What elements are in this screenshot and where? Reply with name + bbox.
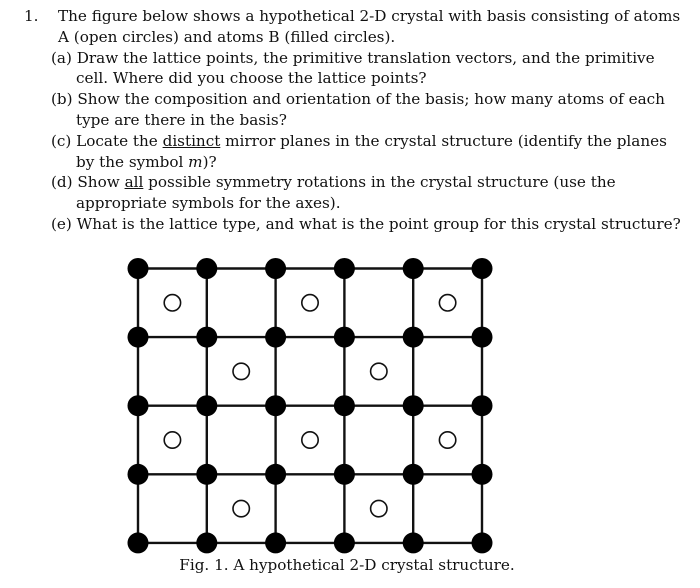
atom-a-open [439, 295, 455, 311]
atom-a-open [371, 363, 387, 379]
atom-a-open [233, 500, 249, 516]
question-text-segment: (a) Draw the lattice points, the primitive translation vectors, and the primitive cell. Where did you choose the lattice points? [51, 48, 655, 88]
atom-b-filled [403, 327, 424, 348]
atom-b-filled [265, 327, 286, 348]
atom-b-filled [128, 464, 149, 485]
atom-b-filled [334, 464, 355, 485]
atom-b-filled [196, 327, 217, 348]
question-text-segment: (b) Show the composition and orientation of the basis; how many atoms of each type are there in the basis? [51, 90, 665, 129]
atom-b-filled [265, 464, 286, 485]
atom-a-open [302, 295, 318, 311]
question-text-segment: possible symmetry rotations in the crystal structure (use the appropriate symbols for the axes). [76, 173, 616, 213]
atom-b-filled [403, 258, 424, 279]
atom-b-filled [472, 395, 493, 416]
atom-a-open [439, 432, 455, 448]
atom-b-filled [334, 532, 355, 553]
atom-b-filled [196, 532, 217, 553]
atom-b-filled [265, 258, 286, 279]
atom-a-open [164, 432, 180, 448]
atom-a-open [371, 500, 387, 516]
atom-b-filled [472, 327, 493, 348]
question-text-segment: m [188, 152, 203, 171]
atom-b-filled [334, 258, 355, 279]
atom-b-filled [265, 395, 286, 416]
question-text-segment: (d) Show [51, 173, 125, 192]
figure-caption-text: Fig. 1. A hypothetical 2-D crystal structure. [179, 556, 515, 574]
atom-a-open [302, 432, 318, 448]
atom-b-filled [403, 464, 424, 485]
atom-a-open [233, 363, 249, 379]
question-text-segment: (c) Locate the [51, 131, 163, 150]
atom-b-filled [128, 258, 149, 279]
question-text-segment: )? [202, 152, 217, 171]
atom-b-filled [334, 327, 355, 348]
atom-b-filled [196, 258, 217, 279]
atom-b-filled [403, 395, 424, 416]
problem-number: 1. [24, 7, 39, 25]
atom-b-filled [334, 395, 355, 416]
atom-b-filled [472, 258, 493, 279]
atom-b-filled [128, 395, 149, 416]
problem-intro: The figure below shows a hypothetical 2-D crystal with basis consisting of atoms A (open circles) and atoms B (filled circles). [58, 7, 681, 46]
atom-a-open [164, 295, 180, 311]
question-text-segment: (e) What is the lattice type, and what is the point group for this crystal structure? [51, 214, 681, 233]
question-text-segment: distinct [162, 131, 221, 150]
atom-b-filled [472, 464, 493, 485]
question-text-segment: mirror planes in the crystal structure (identify the planes by the symbol [76, 131, 667, 171]
atom-b-filled [128, 532, 149, 553]
figure-caption [0, 556, 700, 574]
atom-b-filled [128, 327, 149, 348]
atom-b-filled [196, 395, 217, 416]
question-text-segment: all [124, 173, 144, 192]
atom-b-filled [403, 532, 424, 553]
atom-b-filled [196, 464, 217, 485]
atom-b-filled [265, 532, 286, 553]
atom-b-filled [472, 532, 493, 553]
